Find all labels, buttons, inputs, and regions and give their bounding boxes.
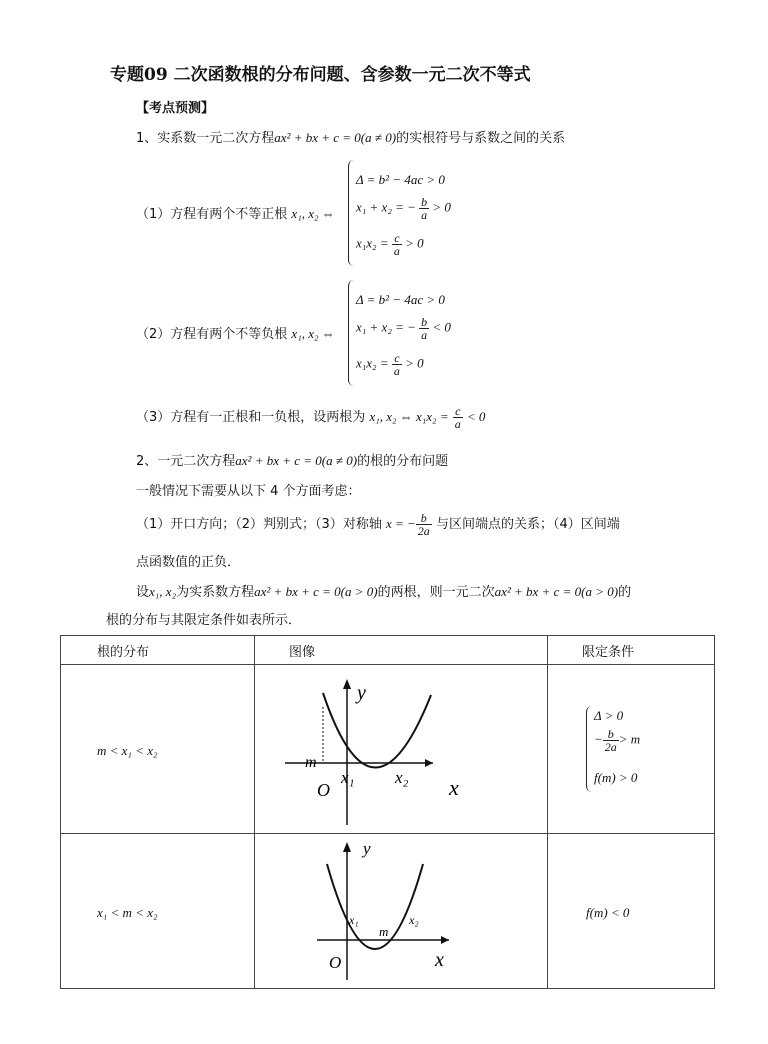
case1-line3-pre: x₁x₂ =: [356, 235, 389, 251]
item1-suffix: 的实根符号与系数之间的关系: [396, 131, 566, 146]
frac-num: c: [453, 405, 463, 418]
parabola: [327, 864, 423, 949]
m-label: m: [379, 924, 389, 939]
setup-line2: 根的分布与其限定条件如表所示．: [106, 613, 302, 628]
case2-line2-post: < 0: [432, 319, 451, 335]
item2-equation: ax² + bx + c = 0(a ≠ 0): [235, 453, 358, 468]
aspects-line: [136, 512, 620, 537]
setup-a: 设: [136, 585, 150, 600]
case2-line2-frac: [419, 316, 429, 341]
axis-frac: [416, 512, 432, 537]
row2-graph: [255, 834, 513, 984]
case1-line3-frac: [392, 232, 402, 257]
row1-graph: [255, 665, 513, 829]
row2-graph-cell: [255, 834, 548, 989]
case1-line2-post: > 0: [432, 199, 451, 215]
case2-line3-pre: x₁x₂ =: [356, 355, 389, 371]
page-title: 专题09 二次函数根的分布问题、含参数一元二次不等式: [110, 65, 531, 85]
case1-vars: x₁, x₂ ⇔: [291, 206, 335, 221]
x2-label: x₂: [409, 913, 419, 927]
frac-den: a: [393, 364, 400, 378]
frac-num: b: [603, 728, 619, 741]
x1-label: x₁: [341, 768, 355, 787]
aspects-part2: 与区间端点的关系；（4）区间端: [435, 517, 620, 532]
case1-line2-frac: [419, 196, 429, 221]
row2-distribution: [61, 834, 255, 989]
case2-line1: Δ = b² − 4ac > 0: [356, 292, 445, 307]
item2-line: [136, 450, 448, 469]
case2-line2-pre: x₁ + x₂ = −: [356, 319, 416, 335]
x-label: x: [449, 775, 459, 800]
frac-den: a: [393, 244, 400, 258]
case1-system: [348, 160, 468, 266]
setup-eq2: ax² + bx + c = 0(a > 0): [494, 584, 619, 599]
row1-system: [586, 706, 714, 792]
case2-line3: [356, 352, 424, 377]
parabola: [323, 693, 431, 768]
aspects-part1: （1）开口方向；（2）判别式；（3）对称轴: [136, 517, 382, 532]
origin-label: O: [329, 953, 342, 972]
case3-frac: [453, 405, 463, 430]
case1-line2-pre: x₁ + x₂ = −: [356, 199, 416, 215]
case1-label: （1）方程有两个不等正根: [136, 207, 288, 222]
case1-label-line: [136, 203, 335, 222]
case2-label: （2）方程有两个不等负根: [136, 327, 288, 342]
case2-vars: x₁, x₂ ⇔: [291, 326, 335, 341]
item1-equation: ax² + bx + c = 0(a ≠ 0): [274, 130, 397, 145]
root-distribution-table: [60, 635, 715, 989]
case2-line3-frac: [392, 352, 402, 377]
case3-vars: x₁, x₂ ⇔ x₁x₂ =: [369, 409, 449, 424]
frac-den: 2a: [604, 740, 617, 754]
frac-num: b: [421, 195, 428, 209]
aspects-part3: 点函数值的正负．: [136, 555, 241, 570]
case3-post: < 0: [466, 409, 486, 424]
cond2-post: > m: [618, 731, 641, 747]
brace-icon: [586, 706, 593, 792]
cond2-pre: −: [594, 731, 603, 747]
case3-line: [136, 405, 485, 430]
x-axis-arrow-icon: [425, 759, 433, 767]
brace-icon: [348, 160, 355, 266]
setup-c: 的两根，则一元二次: [377, 585, 495, 600]
item2-prefix: 2、一元二次方程: [136, 454, 236, 469]
setup-d: 的: [618, 585, 632, 600]
row2-conditions: [548, 834, 715, 989]
case3-label: （3）方程有一正根和一负根，设两根为: [136, 410, 366, 425]
m-label: m: [305, 754, 317, 771]
frac-num: b: [421, 315, 428, 329]
row1-cond2: [594, 728, 640, 753]
frac-den: a: [421, 208, 428, 222]
frac-den: 2a: [417, 524, 430, 538]
frac-num: c: [392, 232, 402, 245]
origin-label: O: [317, 780, 330, 800]
case2-system: [348, 280, 468, 386]
frac-num: c: [392, 352, 402, 365]
cond2-frac: [603, 728, 619, 753]
header-conditions: 限定条件: [548, 636, 715, 665]
case1-line1: Δ = b² − 4ac > 0: [356, 172, 445, 187]
row1-conditions: [548, 665, 715, 834]
table-header-row: [61, 636, 715, 665]
y-axis-arrow-icon: [343, 842, 351, 852]
x2-label: x₂: [395, 768, 409, 787]
header-graph: 图像: [255, 636, 548, 665]
case1-line3-post: > 0: [405, 235, 424, 251]
header-distribution: 根的分布: [61, 636, 255, 665]
y-label: y: [357, 682, 366, 704]
case2-label-line: [136, 323, 335, 342]
setup-eq: ax² + bx + c = 0(a > 0): [254, 584, 378, 599]
y-axis-arrow-icon: [343, 679, 351, 689]
row1-cond1: Δ > 0: [594, 708, 624, 723]
row1-cond3: f(m) > 0: [594, 770, 638, 785]
frac-den: a: [454, 417, 461, 431]
table-row: [61, 834, 715, 989]
row1-graph-cell: [255, 665, 548, 834]
row2-cond: f(m) < 0: [586, 904, 630, 920]
general-text: 一般情况下需要从以下 4 个方面考虑：: [136, 484, 361, 499]
x1-label: x₁: [349, 913, 359, 927]
x-label: x: [435, 949, 444, 971]
item1-prefix: 1、实系数一元二次方程: [136, 131, 275, 146]
setup-vars: x₁, x₂: [149, 584, 177, 599]
setup-line1: [136, 581, 631, 600]
y-label: y: [363, 839, 371, 858]
frac-num: b: [416, 512, 432, 525]
row2-distribution-text: x₁ < m < x₂: [97, 904, 158, 920]
row1-distribution: [61, 665, 255, 834]
x-axis-arrow-icon: [441, 936, 449, 944]
case2-line2: [356, 316, 451, 341]
setup-b: 为实系数方程: [176, 585, 255, 600]
frac-den: a: [421, 328, 428, 342]
row1-distribution-text: m < x₁ < x₂: [97, 742, 158, 758]
case2-line3-post: > 0: [405, 355, 424, 371]
brace-icon: [348, 280, 355, 386]
case1-line2: [356, 196, 451, 221]
axis-pre: x = −: [385, 516, 416, 531]
item1-line: [136, 127, 565, 146]
section-header: 【考点预测】: [136, 101, 215, 116]
table-row: [61, 665, 715, 834]
case1-line3: [356, 232, 424, 257]
item2-suffix: 的根的分布问题: [357, 454, 449, 469]
